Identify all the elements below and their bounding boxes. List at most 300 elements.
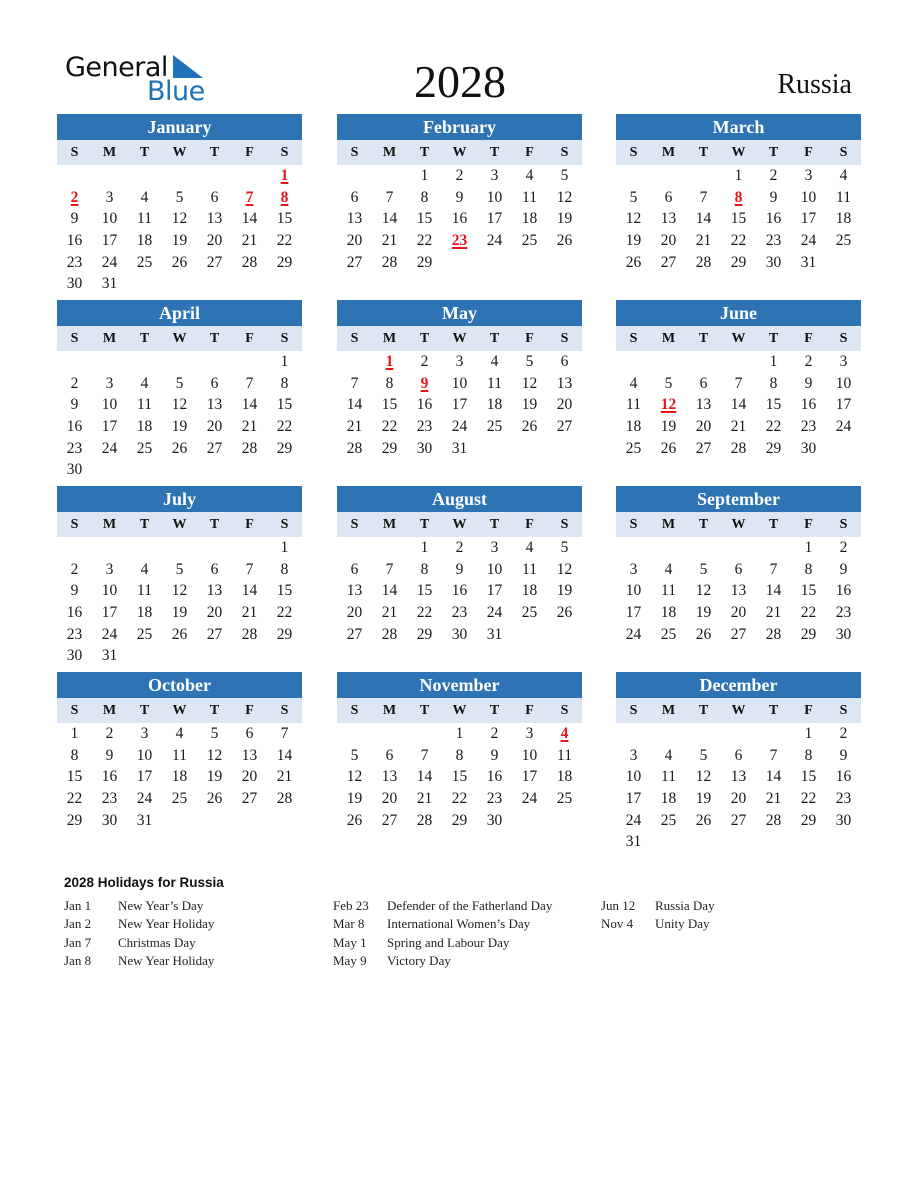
weekday-label: S <box>629 703 638 718</box>
weekday-label: T <box>209 703 220 718</box>
date-cell: 19 <box>521 396 538 414</box>
date-cell: 1 <box>420 167 429 184</box>
date-cell: 28 <box>765 625 782 643</box>
empty-cell <box>686 537 721 559</box>
holiday-date-cell: 12 <box>660 396 677 414</box>
date-cell: 23 <box>66 439 83 457</box>
date-cell: 23 <box>835 604 852 622</box>
date-cell: 28 <box>381 253 398 271</box>
date-cell: 15 <box>66 768 83 786</box>
weekday-header-row <box>337 326 582 351</box>
holiday-name: Spring and Labour Day <box>387 934 510 950</box>
date-cell: 26 <box>206 790 223 808</box>
date-cell: 2 <box>420 353 429 370</box>
date-cell: 8 <box>70 746 79 764</box>
date-cell: 29 <box>416 625 433 643</box>
holidays-column <box>64 897 214 970</box>
date-cell: 17 <box>521 768 538 786</box>
date-cell: 15 <box>276 210 293 228</box>
month-title: September <box>616 486 861 512</box>
date-cell: 3 <box>105 560 114 578</box>
date-cell: 14 <box>765 582 782 600</box>
holiday-date: May 9 <box>333 952 367 968</box>
empty-cell <box>756 723 791 745</box>
weekday-label: T <box>209 145 220 160</box>
date-cell: 12 <box>171 396 188 414</box>
holiday-date-cell: 8 <box>280 188 289 206</box>
date-cell: 30 <box>835 811 852 829</box>
date-cell: 2 <box>804 353 813 370</box>
date-cell: 25 <box>136 253 153 271</box>
date-cell: 9 <box>769 188 778 206</box>
date-cell: 9 <box>70 396 79 414</box>
date-cell: 31 <box>101 275 118 293</box>
date-cell: 28 <box>765 811 782 829</box>
holidays-column <box>333 897 552 970</box>
date-cell: 31 <box>451 439 468 457</box>
date-cell: 31 <box>101 647 118 665</box>
general-blue-logo <box>65 52 215 107</box>
holiday-name: Unity Day <box>655 916 710 932</box>
date-cell: 27 <box>206 439 223 457</box>
date-grid <box>337 351 582 459</box>
date-cell: 27 <box>695 439 712 457</box>
date-cell: 18 <box>136 232 153 250</box>
date-cell: 25 <box>171 790 188 808</box>
date-cell: 27 <box>381 811 398 829</box>
date-cell: 17 <box>101 418 118 436</box>
date-cell: 7 <box>769 560 778 578</box>
holiday-item <box>601 915 715 933</box>
date-cell: 7 <box>280 725 289 742</box>
date-cell: 6 <box>699 374 708 392</box>
weekday-label: T <box>209 331 220 346</box>
date-cell: 10 <box>101 582 118 600</box>
date-cell: 22 <box>276 232 293 250</box>
date-cell: 13 <box>241 746 258 764</box>
weekday-label: T <box>419 517 430 532</box>
date-cell: 19 <box>206 768 223 786</box>
empty-cell <box>372 537 407 559</box>
date-cell: 4 <box>140 374 149 392</box>
date-cell: 12 <box>171 582 188 600</box>
weekday-label: S <box>560 517 569 532</box>
date-cell: 16 <box>101 768 118 786</box>
date-cell: 11 <box>137 396 152 414</box>
date-cell: 18 <box>486 396 503 414</box>
date-cell: 7 <box>420 746 429 764</box>
date-cell: 20 <box>206 604 223 622</box>
date-cell: 6 <box>210 560 219 578</box>
date-cell: 5 <box>699 560 708 578</box>
date-cell: 18 <box>521 210 538 228</box>
date-cell: 18 <box>660 604 677 622</box>
country-name: Russia <box>777 69 852 100</box>
date-cell: 31 <box>136 811 153 829</box>
date-cell: 3 <box>490 167 499 184</box>
date-cell: 27 <box>206 625 223 643</box>
date-cell: 9 <box>839 560 848 578</box>
holiday-name: Defender of the Fatherland Day <box>387 898 553 913</box>
weekday-label: W <box>731 145 746 160</box>
date-cell: 11 <box>661 582 676 600</box>
weekday-header-row <box>616 140 861 165</box>
weekday-label: S <box>839 145 848 160</box>
date-cell: 14 <box>276 746 293 764</box>
weekday-label: F <box>245 331 254 346</box>
date-cell: 10 <box>486 560 503 578</box>
date-cell: 24 <box>451 418 468 436</box>
date-cell: 22 <box>451 790 468 808</box>
weekday-label: F <box>804 331 813 346</box>
date-cell: 8 <box>420 188 429 206</box>
date-cell: 5 <box>175 374 184 392</box>
weekday-label: S <box>350 703 359 718</box>
date-cell: 27 <box>206 253 223 271</box>
date-cell: 9 <box>455 188 464 206</box>
weekday-label: F <box>525 703 534 718</box>
weekday-label: F <box>245 703 254 718</box>
date-cell: 1 <box>420 539 429 556</box>
empty-cell <box>721 351 756 373</box>
date-cell: 28 <box>346 439 363 457</box>
month-april <box>57 300 302 481</box>
date-cell: 19 <box>171 418 188 436</box>
weekday-label: T <box>489 331 500 346</box>
date-cell: 22 <box>800 790 817 808</box>
date-cell: 19 <box>625 232 642 250</box>
date-cell: 23 <box>765 232 782 250</box>
date-cell: 25 <box>521 604 538 622</box>
date-cell: 15 <box>416 210 433 228</box>
empty-cell <box>407 723 442 745</box>
holiday-date: Mar 8 <box>333 916 365 932</box>
date-cell: 30 <box>451 625 468 643</box>
date-grid <box>337 537 582 645</box>
date-cell: 30 <box>416 439 433 457</box>
date-cell: 27 <box>346 253 363 271</box>
weekday-label: S <box>70 331 79 346</box>
weekday-label: F <box>804 517 813 532</box>
empty-cell <box>232 351 267 373</box>
weekday-label: S <box>560 331 569 346</box>
date-cell: 14 <box>241 210 258 228</box>
date-cell: 18 <box>171 768 188 786</box>
date-cell: 16 <box>486 768 503 786</box>
weekday-label: T <box>489 517 500 532</box>
date-cell: 21 <box>276 768 293 786</box>
date-cell: 15 <box>416 582 433 600</box>
date-cell: 2 <box>455 539 464 556</box>
weekday-label: W <box>452 331 467 346</box>
date-cell: 29 <box>381 439 398 457</box>
date-cell: 18 <box>136 418 153 436</box>
date-cell: 19 <box>660 418 677 436</box>
date-cell: 5 <box>560 539 569 556</box>
holiday-name: New Year’s Day <box>118 898 204 913</box>
date-cell: 12 <box>695 582 712 600</box>
month-title: June <box>616 300 861 326</box>
date-cell: 25 <box>625 439 642 457</box>
empty-cell <box>337 537 372 559</box>
weekday-label: T <box>768 517 779 532</box>
weekday-label: M <box>102 703 117 718</box>
date-cell: 29 <box>276 253 293 271</box>
date-cell: 18 <box>556 768 573 786</box>
weekday-header-row <box>337 512 582 537</box>
date-grid <box>616 723 861 853</box>
date-cell: 23 <box>835 790 852 808</box>
weekday-label: S <box>839 331 848 346</box>
date-cell: 3 <box>105 374 114 392</box>
date-cell: 24 <box>486 604 503 622</box>
date-cell: 15 <box>276 582 293 600</box>
weekday-label: S <box>70 145 79 160</box>
date-cell: 14 <box>381 210 398 228</box>
empty-cell <box>686 165 721 187</box>
weekday-header-row <box>57 512 302 537</box>
date-cell: 7 <box>769 746 778 764</box>
date-cell: 16 <box>800 396 817 414</box>
month-may <box>337 300 582 459</box>
date-cell: 14 <box>695 210 712 228</box>
date-cell: 29 <box>800 811 817 829</box>
date-cell: 7 <box>245 560 254 578</box>
date-cell: 11 <box>522 560 537 578</box>
date-cell: 22 <box>730 232 747 250</box>
date-cell: 5 <box>350 746 359 764</box>
date-cell: 17 <box>625 790 642 808</box>
empty-cell <box>197 165 232 187</box>
date-cell: 9 <box>105 746 114 764</box>
date-grid <box>337 723 582 831</box>
date-cell: 5 <box>525 353 534 370</box>
empty-cell <box>651 537 686 559</box>
date-cell: 27 <box>241 790 258 808</box>
empty-cell <box>372 723 407 745</box>
empty-cell <box>197 351 232 373</box>
date-cell: 12 <box>171 210 188 228</box>
date-cell: 3 <box>629 560 638 578</box>
date-cell: 16 <box>416 396 433 414</box>
date-cell: 4 <box>525 167 534 184</box>
empty-cell <box>616 351 651 373</box>
date-cell: 6 <box>350 560 359 578</box>
date-cell: 3 <box>140 725 149 742</box>
month-title: December <box>616 672 861 698</box>
date-cell: 1 <box>769 353 778 370</box>
date-cell: 26 <box>521 418 538 436</box>
weekday-label: S <box>280 517 289 532</box>
date-cell: 4 <box>525 539 534 556</box>
month-june <box>616 300 861 459</box>
date-cell: 4 <box>839 167 848 184</box>
date-cell: 30 <box>66 275 83 293</box>
holiday-date-cell: 1 <box>385 353 394 370</box>
date-cell: 24 <box>101 625 118 643</box>
empty-cell <box>616 723 651 745</box>
date-cell: 24 <box>101 439 118 457</box>
holiday-item <box>333 915 552 933</box>
weekday-label: F <box>245 517 254 532</box>
date-cell: 20 <box>346 604 363 622</box>
date-cell: 30 <box>66 647 83 665</box>
date-cell: 7 <box>734 374 743 392</box>
date-cell: 9 <box>455 560 464 578</box>
date-cell: 17 <box>101 232 118 250</box>
weekday-label: W <box>172 703 187 718</box>
date-cell: 22 <box>276 418 293 436</box>
date-cell: 2 <box>839 725 848 742</box>
date-cell: 13 <box>556 374 573 392</box>
weekday-label: M <box>102 517 117 532</box>
weekday-label: M <box>102 145 117 160</box>
holiday-item <box>333 952 552 970</box>
date-cell: 13 <box>346 582 363 600</box>
month-title: November <box>337 672 582 698</box>
date-cell: 16 <box>66 604 83 622</box>
weekday-label: S <box>70 703 79 718</box>
weekday-label: S <box>70 517 79 532</box>
date-cell: 14 <box>765 768 782 786</box>
date-cell: 11 <box>172 746 187 764</box>
date-cell: 30 <box>835 625 852 643</box>
date-grid <box>57 537 302 667</box>
date-cell: 13 <box>730 768 747 786</box>
date-cell: 10 <box>800 188 817 206</box>
date-cell: 27 <box>556 418 573 436</box>
date-grid <box>57 723 302 831</box>
date-cell: 1 <box>280 539 289 556</box>
date-cell: 21 <box>695 232 712 250</box>
holiday-name: Victory Day <box>387 952 451 968</box>
date-cell: 22 <box>416 604 433 622</box>
date-cell: 24 <box>136 790 153 808</box>
month-july <box>57 486 302 667</box>
date-cell: 12 <box>346 768 363 786</box>
date-cell: 1 <box>804 725 813 742</box>
date-cell: 3 <box>525 725 534 742</box>
date-cell: 18 <box>136 604 153 622</box>
empty-cell <box>127 165 162 187</box>
date-cell: 27 <box>730 811 747 829</box>
date-cell: 16 <box>835 768 852 786</box>
date-cell: 13 <box>695 396 712 414</box>
date-cell: 3 <box>105 188 114 206</box>
date-grid <box>57 165 302 295</box>
date-cell: 15 <box>765 396 782 414</box>
date-cell: 20 <box>206 232 223 250</box>
weekday-label: M <box>382 331 397 346</box>
date-cell: 14 <box>730 396 747 414</box>
holiday-item <box>64 915 214 933</box>
date-cell: 30 <box>765 253 782 271</box>
empty-cell <box>92 351 127 373</box>
date-cell: 9 <box>490 746 499 764</box>
month-december <box>616 672 861 853</box>
date-cell: 9 <box>70 210 79 228</box>
date-cell: 17 <box>835 396 852 414</box>
holiday-date: Nov 4 <box>601 916 634 932</box>
date-cell: 20 <box>730 790 747 808</box>
month-title: February <box>337 114 582 140</box>
date-cell: 24 <box>521 790 538 808</box>
date-cell: 18 <box>660 790 677 808</box>
empty-cell <box>92 165 127 187</box>
date-cell: 16 <box>451 210 468 228</box>
date-cell: 23 <box>486 790 503 808</box>
date-cell: 29 <box>416 253 433 271</box>
date-cell: 26 <box>556 232 573 250</box>
date-cell: 25 <box>521 232 538 250</box>
weekday-label: W <box>452 703 467 718</box>
holiday-date-cell: 8 <box>734 188 743 206</box>
weekday-label: S <box>280 145 289 160</box>
weekday-header-row <box>616 698 861 723</box>
date-cell: 5 <box>210 725 219 742</box>
date-cell: 2 <box>70 374 79 392</box>
date-cell: 17 <box>101 604 118 622</box>
date-cell: 11 <box>487 374 502 392</box>
date-cell: 21 <box>765 604 782 622</box>
date-cell: 29 <box>730 253 747 271</box>
holiday-date-cell: 2 <box>70 188 79 206</box>
date-cell: 20 <box>346 232 363 250</box>
date-cell: 27 <box>346 625 363 643</box>
date-cell: 5 <box>560 167 569 184</box>
date-cell: 14 <box>381 582 398 600</box>
date-cell: 15 <box>276 396 293 414</box>
weekday-label: S <box>280 703 289 718</box>
month-september <box>616 486 861 645</box>
date-cell: 23 <box>66 253 83 271</box>
weekday-label: T <box>419 145 430 160</box>
holiday-item <box>64 897 214 915</box>
date-cell: 3 <box>839 353 848 370</box>
weekday-label: S <box>350 517 359 532</box>
empty-cell <box>337 723 372 745</box>
date-cell: 9 <box>70 582 79 600</box>
date-cell: 25 <box>835 232 852 250</box>
date-cell: 30 <box>800 439 817 457</box>
logo-word-general: General <box>65 52 168 83</box>
weekday-header-row <box>57 326 302 351</box>
date-cell: 24 <box>835 418 852 436</box>
date-cell: 25 <box>486 418 503 436</box>
holiday-date: Feb 23 <box>333 898 369 913</box>
weekday-label: T <box>698 703 709 718</box>
date-cell: 20 <box>730 604 747 622</box>
date-cell: 2 <box>70 560 79 578</box>
date-cell: 3 <box>629 746 638 764</box>
date-cell: 15 <box>730 210 747 228</box>
weekday-label: F <box>525 331 534 346</box>
date-cell: 13 <box>206 396 223 414</box>
date-cell: 19 <box>556 210 573 228</box>
date-cell: 6 <box>560 353 569 370</box>
month-january <box>57 114 302 295</box>
weekday-label: S <box>629 331 638 346</box>
date-cell: 21 <box>416 790 433 808</box>
date-cell: 14 <box>416 768 433 786</box>
date-cell: 11 <box>836 188 851 206</box>
date-cell: 28 <box>381 625 398 643</box>
date-cell: 8 <box>804 560 813 578</box>
date-cell: 16 <box>765 210 782 228</box>
empty-cell <box>651 165 686 187</box>
date-cell: 15 <box>800 768 817 786</box>
date-cell: 5 <box>175 560 184 578</box>
